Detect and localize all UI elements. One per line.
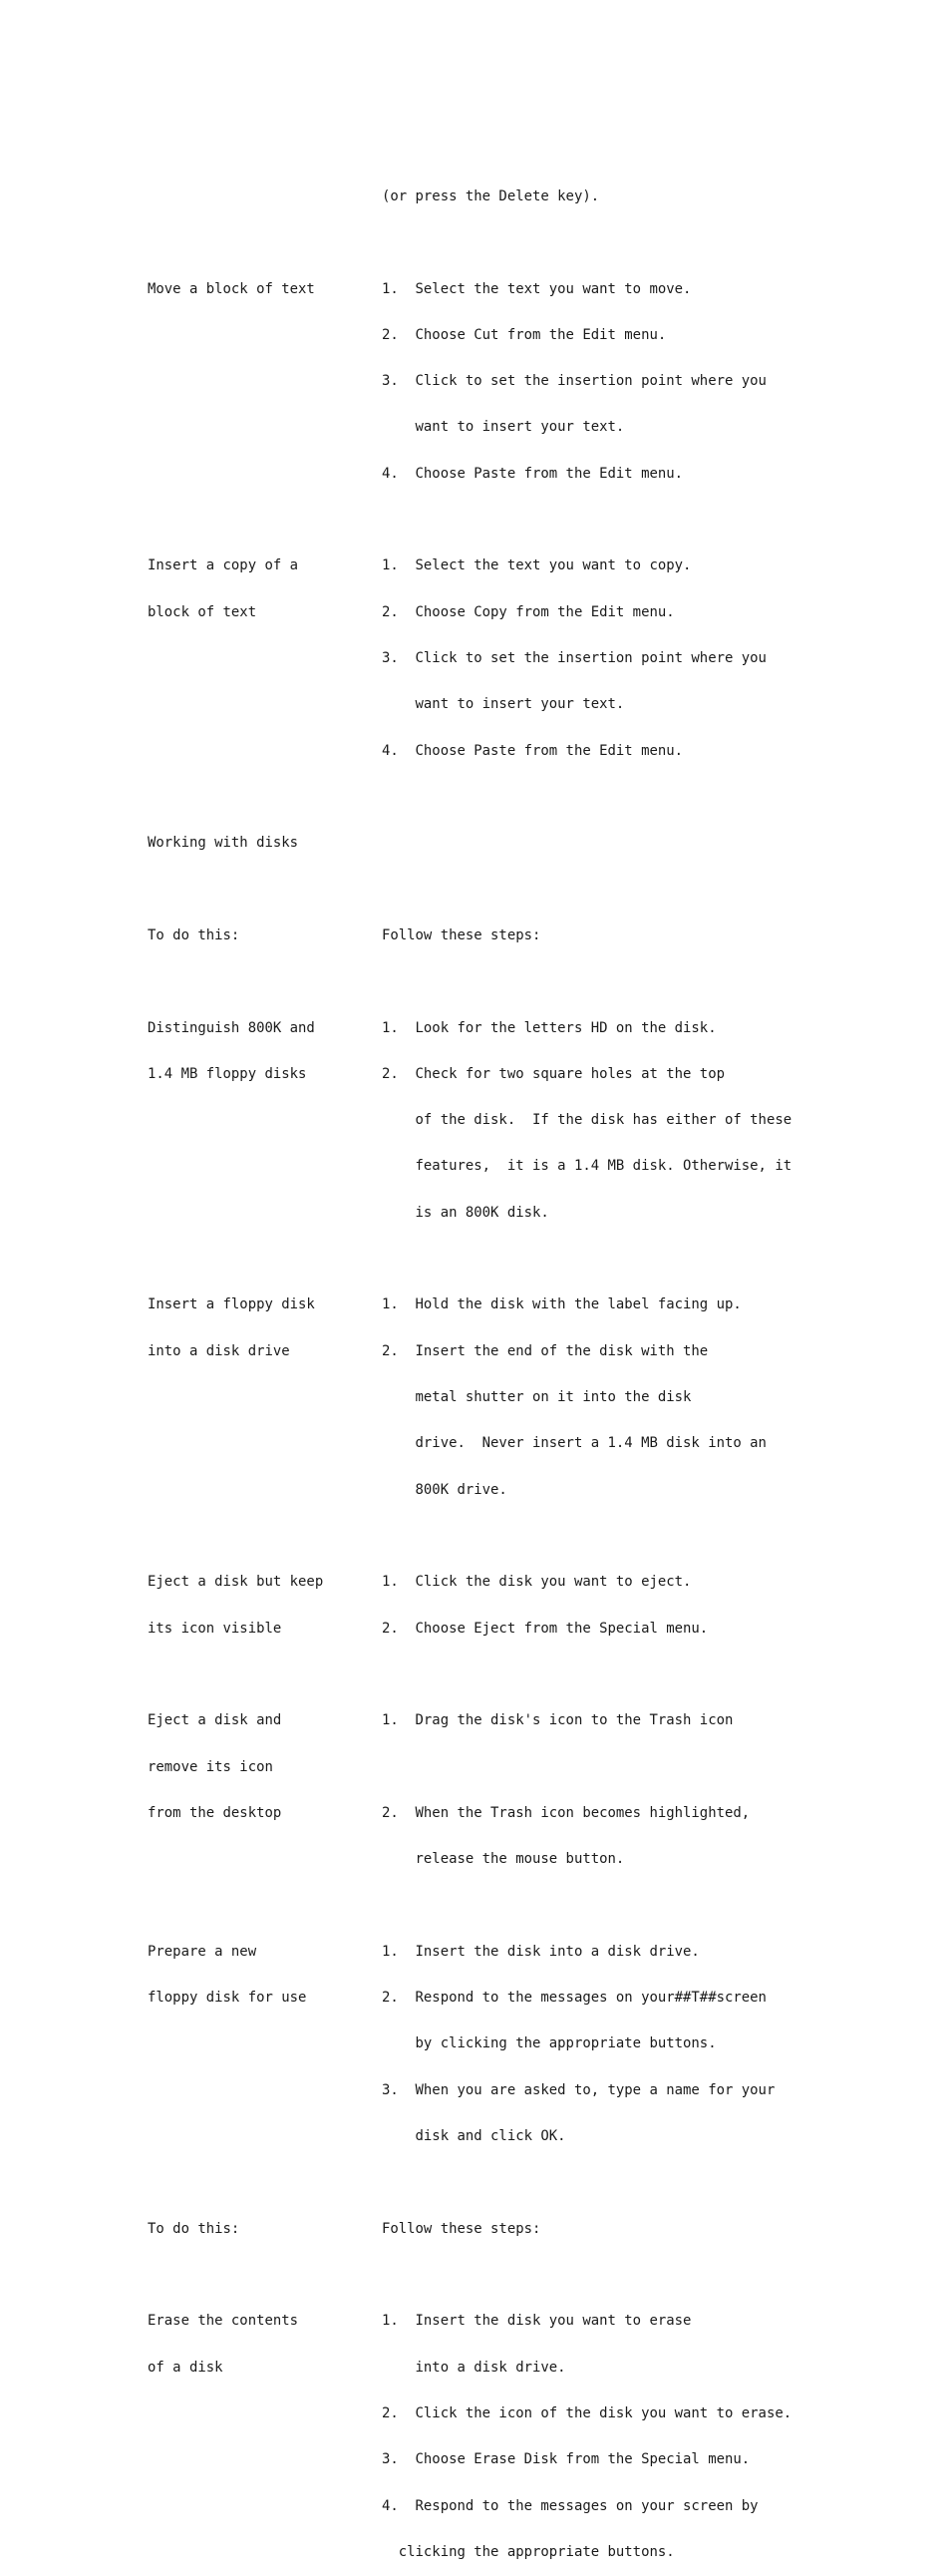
text-line: want to insert your text.	[148, 419, 625, 436]
text-line: Move a block of text 1. Select the text you want to move.	[148, 280, 692, 297]
text-line: 2. Click the icon of the disk you want to erase.	[148, 2404, 792, 2421]
text-line	[148, 790, 792, 805]
text-line: (or press the Delete key).	[148, 187, 600, 204]
text-line: 3. When you are asked to, type a name for your	[148, 2081, 776, 2098]
text-line: of a disk into a disk drive.	[148, 2359, 566, 2376]
text-line	[148, 513, 792, 528]
text-line: release the mouse button.	[148, 1851, 625, 1868]
text-line: 4. Choose Paste from the Edit menu.	[148, 465, 684, 482]
text-line: 3. Choose Erase Disk from the Special menu.	[148, 2451, 751, 2468]
text-line: disk and click OK.	[148, 2128, 566, 2144]
text-line: features, it is a 1.4 MB disk. Otherwise, it	[148, 1158, 792, 1175]
text-line	[148, 1667, 792, 1682]
text-line: block of text 2. Choose Copy from the Edit menu.	[148, 603, 675, 620]
text-line	[148, 1898, 792, 1913]
text-line: 2. Choose Cut from the Edit menu.	[148, 326, 667, 343]
text-line: Eject a disk and 1. Drag the disk's icon to the Trash icon	[148, 1712, 734, 1729]
text-line: its icon visible 2. Choose Eject from the Special menu.	[148, 1620, 709, 1637]
text-line	[148, 1529, 792, 1544]
text-line: want to insert your text.	[148, 696, 625, 713]
text-line: is an 800K disk.	[148, 1204, 549, 1221]
text-line: by clicking the appropriate buttons.	[148, 2035, 717, 2052]
text-line: 3. Click to set the insertion point where you	[148, 650, 767, 666]
document-body	[148, 159, 792, 2576]
text-line: 1.4 MB floppy disks 2. Check for two square holes at the top	[148, 1065, 725, 1082]
text-line	[148, 883, 792, 898]
text-line: Prepare a new 1. Insert the disk into a disk drive.	[148, 1943, 700, 1960]
text-line	[148, 2268, 792, 2283]
text-line	[148, 1252, 792, 1267]
text-line	[148, 235, 792, 250]
section-heading: Working with disks	[148, 835, 299, 852]
text-line	[148, 2175, 792, 2190]
text-line: floppy disk for use 2. Respond to the messages on your##T##screen	[148, 1990, 767, 2007]
text-line: drive. Never insert a 1.4 MB disk into an	[148, 1435, 767, 1452]
text-line: metal shutter on it into the disk	[148, 1389, 692, 1405]
text-line: 800K drive.	[148, 1481, 507, 1498]
text-line: Eject a disk but keep 1. Click the disk you want to eject.	[148, 1574, 692, 1591]
text-line: 4. Respond to the messages on your screen by	[148, 2497, 759, 2514]
text-line: 4. Choose Paste from the Edit menu.	[148, 742, 684, 759]
text-line: Insert a floppy disk 1. Hold the disk with the label facing up.	[148, 1296, 742, 1313]
text-line: clicking the appropriate buttons.	[148, 2543, 675, 2560]
text-line: Insert a copy of a 1. Select the text you want to copy.	[148, 557, 692, 574]
text-line	[148, 974, 792, 989]
text-line: from the desktop 2. When the Trash icon becomes highlighted,	[148, 1804, 751, 1821]
text-line: of the disk. If the disk has either of these	[148, 1112, 792, 1129]
text-line: into a disk drive 2. Insert the end of the disk with the	[148, 1342, 709, 1359]
text-line: 3. Click to set the insertion point where you	[148, 373, 767, 390]
text-line: Erase the contents 1. Insert the disk you want to erase	[148, 2313, 692, 2330]
column-headers: To do this: Follow these steps:	[148, 926, 541, 943]
text-line: Distinguish 800K and 1. Look for the letters HD on the disk.	[148, 1019, 717, 1036]
text-line: remove its icon	[148, 1758, 273, 1775]
column-headers: To do this: Follow these steps:	[148, 2220, 541, 2237]
